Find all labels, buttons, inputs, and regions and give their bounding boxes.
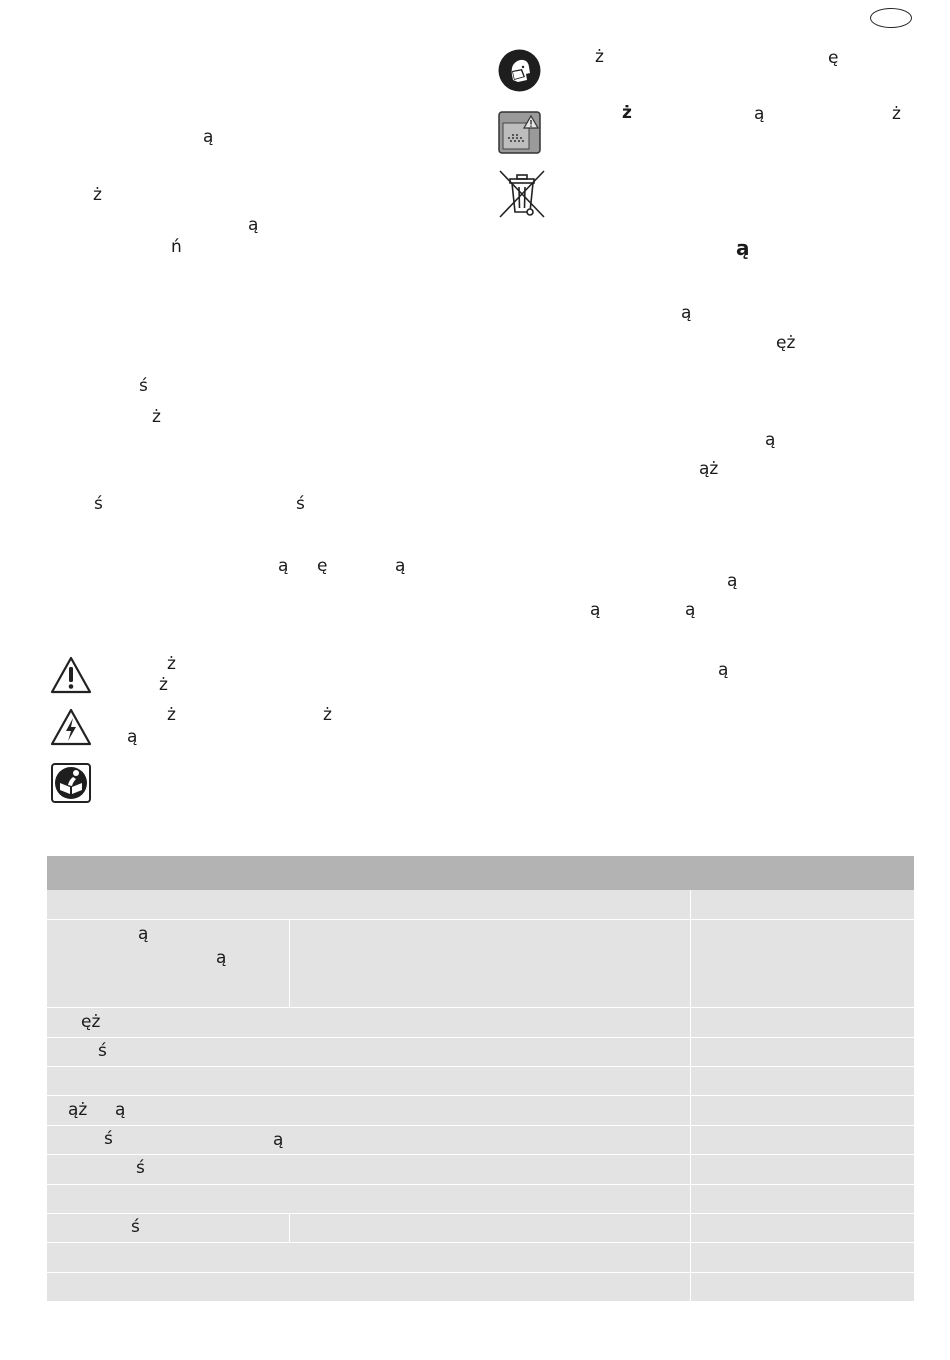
language-badge: [870, 8, 912, 28]
section-heading: ą: [736, 236, 750, 260]
text-fragment: ą: [718, 660, 729, 680]
read-manual-icon: [51, 763, 91, 803]
text-fragment: ą: [395, 556, 406, 576]
text-fragment: ż: [595, 47, 604, 67]
text-fragment: ż: [167, 654, 176, 674]
table-cell: ś: [136, 1158, 145, 1178]
table-cell: ą: [216, 948, 227, 968]
text-fragment: ą: [681, 303, 692, 323]
table-cell: ąż: [68, 1100, 88, 1120]
text-fragment: ę: [828, 48, 839, 68]
text-fragment: ą: [248, 215, 259, 235]
table-cell: ą: [115, 1100, 126, 1120]
warning-triangle-icon: [49, 655, 93, 695]
text-fragment: ę: [317, 556, 328, 576]
text-fragment: ż: [892, 104, 901, 124]
table-cell: ś: [104, 1129, 113, 1149]
text-fragment: ń: [171, 237, 182, 257]
text-fragment: ąż: [699, 459, 719, 479]
table-header: [47, 856, 914, 890]
text-fragment: ą: [590, 600, 601, 620]
text-fragment: ą: [765, 430, 776, 450]
text-fragment: ą: [127, 727, 138, 747]
text-fragment: ą: [754, 104, 765, 124]
text-fragment: ś: [139, 376, 148, 396]
text-fragment: ż: [159, 675, 168, 695]
text-fragment: ęż: [776, 333, 796, 353]
dust-mask-icon: [498, 49, 541, 92]
table-cell: ęż: [81, 1012, 101, 1032]
text-fragment: ą: [727, 571, 738, 591]
text-fragment: ś: [296, 494, 305, 514]
electric-hazard-icon: [49, 707, 93, 747]
text-fragment: ż: [167, 705, 176, 725]
text-fragment: ż: [93, 185, 102, 205]
text-fragment: ż: [323, 705, 332, 725]
dust-container-warning-icon: [498, 111, 541, 154]
text-fragment: ą: [278, 556, 289, 576]
table-cell: ś: [98, 1041, 107, 1061]
technical-data-table: [47, 856, 914, 1301]
text-fragment: ą: [685, 600, 696, 620]
table-cell: ś: [131, 1217, 140, 1237]
text-fragment: ż: [622, 103, 632, 123]
table-cell: ą: [273, 1130, 284, 1150]
text-fragment: ś: [94, 494, 103, 514]
crossed-out-bin-icon: [497, 168, 547, 220]
text-fragment: ż: [152, 407, 161, 427]
table-cell: ą: [138, 924, 149, 944]
text-fragment: ą: [203, 127, 214, 147]
